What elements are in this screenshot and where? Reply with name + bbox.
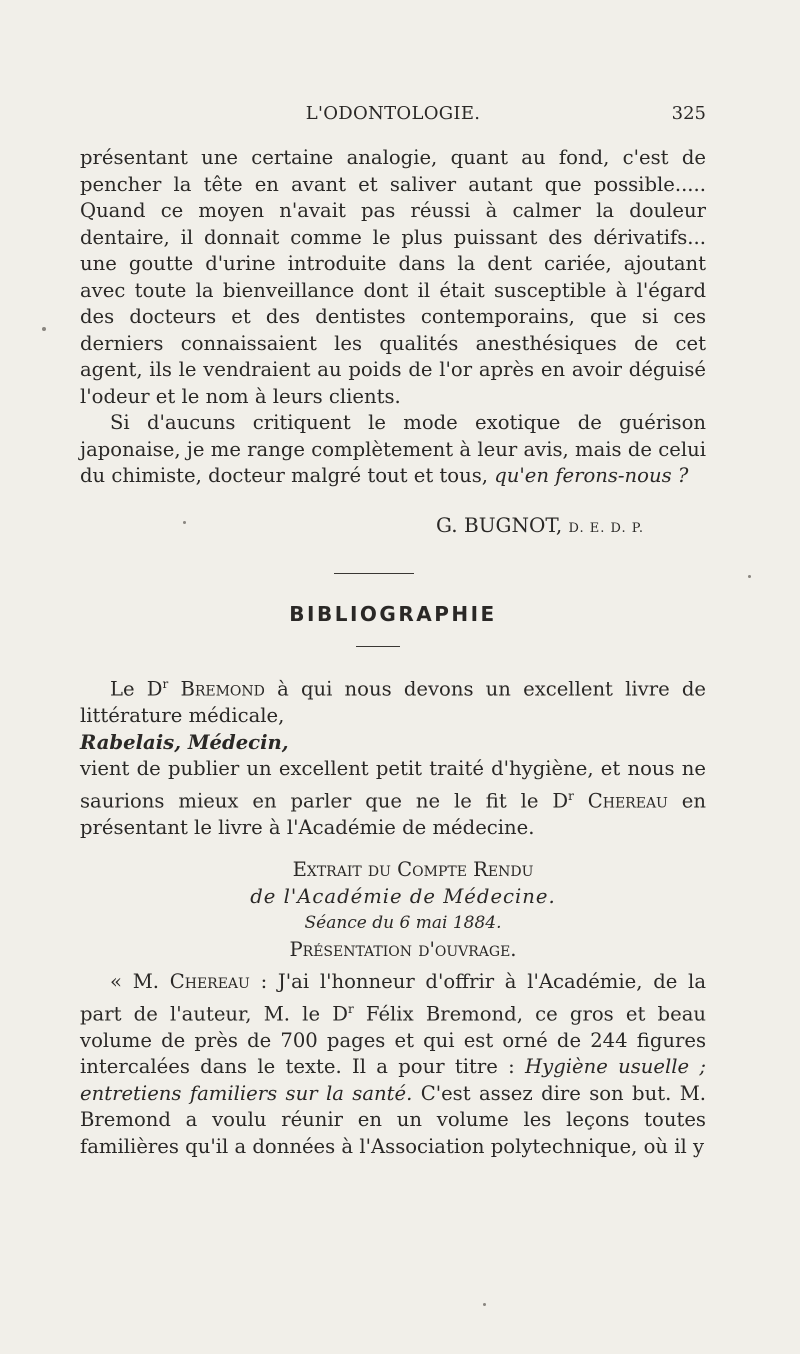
section-title: BIBLIOGRAPHIE xyxy=(289,602,497,626)
text-run: vient de publier un excellent petit traité d'hygiène, et nous ne saurions mieux en parler que ne le fit le D xyxy=(80,757,706,813)
text-run: : J'ai l'honneur d'offrir à l'Académie, de la part de l'auteur, M. le D xyxy=(80,970,707,1026)
italic-phrase: qu'en ferons-nous ? xyxy=(494,464,689,487)
author-signature xyxy=(436,513,644,537)
title-divider xyxy=(356,646,400,647)
text-run: Félix Bremond, ce gros et beau volume de près de 700 pages et qui est orné de 244 figures intercalées dans le texte. Il a pour titre : xyxy=(80,1002,706,1079)
text-run: en présentant le livre à l'Académie de médecine. xyxy=(80,789,706,839)
bibliographie-body xyxy=(80,671,706,1160)
signature-title: D. E. D. P. xyxy=(568,521,644,536)
paragraph xyxy=(80,756,706,841)
superscript: r xyxy=(568,788,574,803)
paragraph xyxy=(80,671,706,730)
page-header xyxy=(80,103,706,131)
text-run: à qui nous devons un excellent livre de littérature médicale, xyxy=(80,677,706,728)
superscript: r xyxy=(347,1001,354,1016)
text-run: Le D xyxy=(110,677,163,701)
section-divider xyxy=(334,573,414,574)
signature-name: G. BUGNOT, xyxy=(436,513,563,537)
paragraph: présentant une certaine analogie, quant au fond, c'est de pencher la tête en avant et saliver autant que possible..... Quand ce moyen n'avait pas réussi à calmer la douleur dentaire, il donnait comme le plus puissant des dérivatifs... une goutte d'urine introduite dans la dent cariée, ajoutant avec toute la bienveillance dont il était susceptible à l'égard des docteurs et des dentistes contemporains, que si ces derniers connaissaient les qualités anesthésiques de cet agent, ils le vendraient au poids de l'or après en avoir déguisé l'odeur et le nom à leurs clients. xyxy=(80,146,706,408)
extract-subheading: de l'Académie de Médecine. xyxy=(250,884,556,908)
person-name: Chereau xyxy=(587,789,668,813)
quote-paragraph xyxy=(80,969,706,1160)
page-number: 325 xyxy=(671,103,706,124)
italic-title: Hygiène usuelle ; entretiens familiers sur la santé. xyxy=(80,1055,706,1105)
person-name: Bremond xyxy=(180,677,265,701)
text-run: « M. xyxy=(110,970,160,994)
presentation-heading: Présentation d'ouvrage. xyxy=(289,937,517,961)
person-name: Chereau xyxy=(169,970,250,994)
superscript: r xyxy=(162,677,169,691)
paragraph-text: Si d'aucuns critiquent le mode exotique de guérison japonaise, je me range complètement à leur avis, mais de celui du chimiste, docteur malgré tout et tous, xyxy=(80,411,706,487)
book-title: Rabelais, Médecin, xyxy=(80,730,289,754)
session-date: Séance du 6 mai 1884. xyxy=(304,913,502,934)
article-conclusion xyxy=(80,145,706,490)
paragraph xyxy=(80,410,706,490)
extract-heading: Extrait du Compte Rendu xyxy=(292,858,534,882)
running-head: L'ODONTOLOGIE. xyxy=(305,103,481,124)
text-run: C'est assez dire son but. M. Bremond a voulu réunir en un volume les leçons toutes familières qu'il a données à l'Association polytechnique, où il y xyxy=(80,1081,706,1158)
